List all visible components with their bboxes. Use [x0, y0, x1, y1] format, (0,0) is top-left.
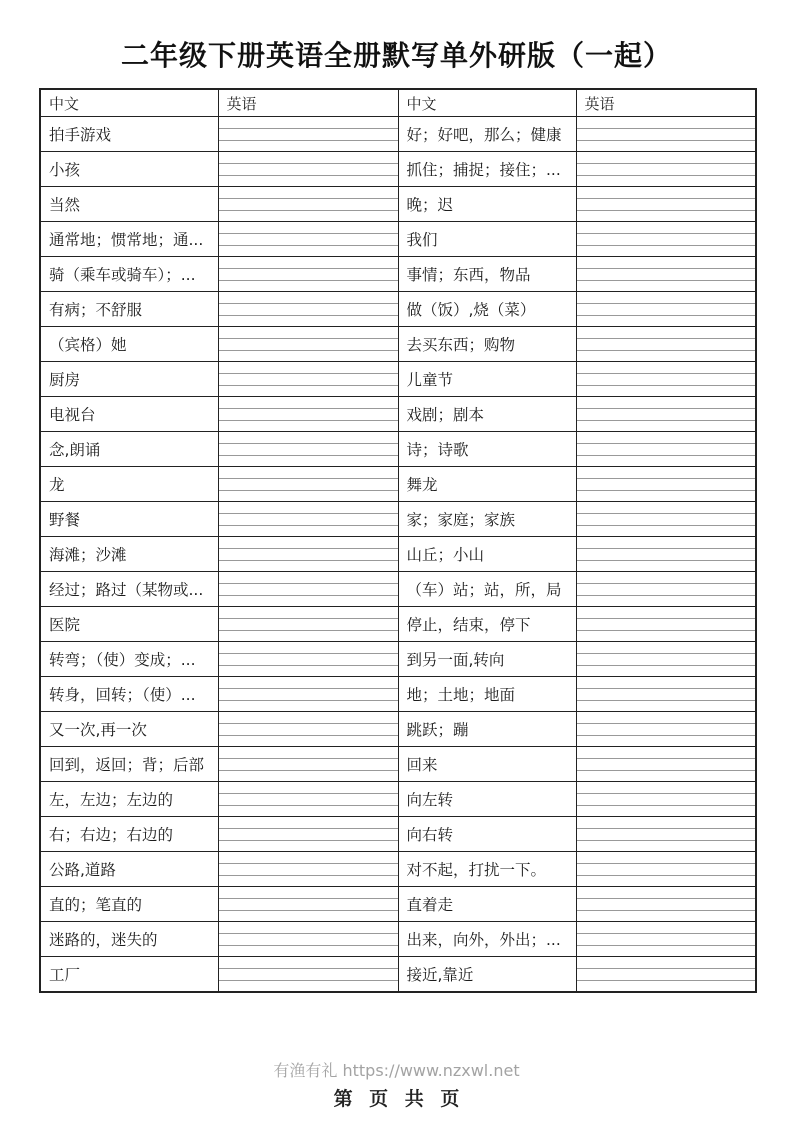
english-writing-cell — [218, 502, 398, 537]
chinese-term-cell: 向左转 — [398, 782, 576, 817]
writing-guide-line — [219, 385, 398, 386]
writing-guide-line — [219, 700, 398, 701]
writing-guide-line — [219, 128, 398, 129]
writing-guide-line — [577, 583, 756, 584]
writing-guide-line — [219, 373, 398, 374]
header-cell-english: 英语 — [576, 89, 756, 117]
chinese-term-cell: 小孩 — [40, 152, 218, 187]
english-writing-cell — [576, 782, 756, 817]
english-writing-cell — [576, 922, 756, 957]
writing-guide-line — [577, 840, 756, 841]
table-row — [40, 222, 756, 257]
writing-guide-line — [219, 828, 398, 829]
writing-guide-line — [577, 443, 756, 444]
table-row — [40, 887, 756, 922]
header-cell-chinese: 中文 — [398, 89, 576, 117]
writing-guide-line — [219, 198, 398, 199]
writing-guide-line — [577, 490, 756, 491]
page-title: 二年级下册英语全册默写单外研版（一起） — [120, 39, 672, 72]
vocab-table-body — [40, 117, 756, 993]
chinese-term-cell: 跳跃；蹦 — [398, 712, 576, 747]
writing-guide-line — [219, 933, 398, 934]
writing-guide-line — [577, 128, 756, 129]
chinese-term-cell: 直的；笔直的 — [40, 887, 218, 922]
writing-guide-line — [219, 898, 398, 899]
chinese-term-cell: （车）站；站，所，局 — [398, 572, 576, 607]
writing-guide-line — [577, 688, 756, 689]
english-writing-cell — [576, 572, 756, 607]
writing-guide-line — [219, 560, 398, 561]
english-writing-cell — [218, 607, 398, 642]
writing-guide-line — [577, 560, 756, 561]
chinese-term-cell: 舞龙 — [398, 467, 576, 502]
writing-guide-line — [219, 758, 398, 759]
header-row — [40, 89, 756, 117]
site-credit: 有渔有礼 https://www.nzxwl.net — [273, 1061, 520, 1080]
chinese-term-cell: 抓住；捕捉；接住；... — [398, 152, 576, 187]
writing-guide-line — [219, 875, 398, 876]
writing-guide-line — [219, 863, 398, 864]
table-row — [40, 817, 756, 852]
table-row — [40, 852, 756, 887]
english-writing-cell — [218, 817, 398, 852]
chinese-term-cell: 回来 — [398, 747, 576, 782]
english-writing-cell — [218, 327, 398, 362]
chinese-term-cell: 家；家庭；家族 — [398, 502, 576, 537]
table-row — [40, 257, 756, 292]
header-cell-english: 英语 — [218, 89, 398, 117]
writing-guide-line — [577, 910, 756, 911]
table-row — [40, 327, 756, 362]
writing-guide-line — [219, 163, 398, 164]
chinese-term-cell: 儿童节 — [398, 362, 576, 397]
writing-guide-line — [577, 455, 756, 456]
writing-guide-line — [577, 758, 756, 759]
table-row — [40, 397, 756, 432]
chinese-term-cell: 工厂 — [40, 957, 218, 993]
chinese-term-cell: 左，左边；左边的 — [40, 782, 218, 817]
writing-guide-line — [219, 513, 398, 514]
writing-guide-line — [219, 233, 398, 234]
chinese-term-cell: 山丘；小山 — [398, 537, 576, 572]
chinese-term-cell: 右；右边；右边的 — [40, 817, 218, 852]
writing-guide-line — [219, 210, 398, 211]
writing-guide-line — [577, 980, 756, 981]
writing-guide-line — [577, 315, 756, 316]
english-writing-cell — [218, 957, 398, 993]
writing-guide-line — [577, 350, 756, 351]
writing-guide-line — [577, 233, 756, 234]
table-row — [40, 922, 756, 957]
english-writing-cell — [576, 257, 756, 292]
table-row — [40, 712, 756, 747]
table-row — [40, 187, 756, 222]
english-writing-cell — [218, 152, 398, 187]
english-writing-cell — [576, 327, 756, 362]
chinese-term-cell: 直着走 — [398, 887, 576, 922]
table-row — [40, 572, 756, 607]
english-writing-cell — [218, 397, 398, 432]
chinese-term-cell: 停止，结束，停下 — [398, 607, 576, 642]
writing-guide-line — [219, 350, 398, 351]
chinese-term-cell: 转身，回转；（使）... — [40, 677, 218, 712]
chinese-term-cell: 事情；东西，物品 — [398, 257, 576, 292]
chinese-term-cell: 戏剧；剧本 — [398, 397, 576, 432]
chinese-term-cell: 公路,道路 — [40, 852, 218, 887]
writing-guide-line — [577, 198, 756, 199]
english-writing-cell — [576, 432, 756, 467]
chinese-term-cell: 回到，返回；背；后部 — [40, 747, 218, 782]
table-row — [40, 537, 756, 572]
chinese-term-cell: 地；土地；地面 — [398, 677, 576, 712]
chinese-term-cell: 野餐 — [40, 502, 218, 537]
writing-guide-line — [577, 805, 756, 806]
english-writing-cell — [218, 117, 398, 152]
english-writing-cell — [576, 817, 756, 852]
writing-guide-line — [577, 210, 756, 211]
writing-guide-line — [219, 315, 398, 316]
english-writing-cell — [576, 187, 756, 222]
writing-guide-line — [577, 175, 756, 176]
chinese-term-cell: 医院 — [40, 607, 218, 642]
chinese-term-cell: 迷路的，迷失的 — [40, 922, 218, 957]
english-writing-cell — [218, 257, 398, 292]
writing-guide-line — [219, 548, 398, 549]
chinese-term-cell: 出来，向外，外出；... — [398, 922, 576, 957]
english-writing-cell — [576, 502, 756, 537]
chinese-term-cell: 我们 — [398, 222, 576, 257]
english-writing-cell — [218, 572, 398, 607]
writing-guide-line — [577, 945, 756, 946]
writing-guide-line — [577, 280, 756, 281]
chinese-term-cell: 拍手游戏 — [40, 117, 218, 152]
chinese-term-cell: 经过；路过（某物或... — [40, 572, 218, 607]
english-writing-cell — [218, 712, 398, 747]
writing-guide-line — [219, 140, 398, 141]
writing-guide-line — [219, 723, 398, 724]
writing-guide-line — [577, 478, 756, 479]
writing-guide-line — [219, 268, 398, 269]
english-writing-cell — [218, 362, 398, 397]
writing-guide-line — [219, 443, 398, 444]
chinese-term-cell: 做（饭）,烧（菜） — [398, 292, 576, 327]
writing-guide-line — [577, 245, 756, 246]
english-writing-cell — [576, 712, 756, 747]
table-row — [40, 152, 756, 187]
writing-guide-line — [577, 525, 756, 526]
english-writing-cell — [576, 397, 756, 432]
writing-guide-line — [219, 793, 398, 794]
writing-guide-line — [577, 548, 756, 549]
writing-guide-line — [219, 338, 398, 339]
writing-guide-line — [219, 595, 398, 596]
page-number-label: 第 页 共 页 — [333, 1088, 460, 1110]
chinese-term-cell: 向右转 — [398, 817, 576, 852]
writing-guide-line — [219, 420, 398, 421]
english-writing-cell — [218, 782, 398, 817]
chinese-term-cell: 对不起，打扰一下。 — [398, 852, 576, 887]
writing-guide-line — [219, 945, 398, 946]
english-writing-cell — [218, 887, 398, 922]
english-writing-cell — [218, 922, 398, 957]
chinese-term-cell: 有病；不舒服 — [40, 292, 218, 327]
writing-guide-line — [219, 968, 398, 969]
chinese-term-cell: 厨房 — [40, 362, 218, 397]
writing-guide-line — [577, 933, 756, 934]
writing-guide-line — [219, 478, 398, 479]
english-writing-cell — [576, 152, 756, 187]
english-writing-cell — [218, 187, 398, 222]
chinese-term-cell: （宾格）她 — [40, 327, 218, 362]
writing-guide-line — [219, 175, 398, 176]
writing-guide-line — [219, 303, 398, 304]
english-writing-cell — [576, 537, 756, 572]
writing-guide-line — [219, 840, 398, 841]
writing-guide-line — [577, 373, 756, 374]
english-writing-cell — [218, 292, 398, 327]
english-writing-cell — [576, 887, 756, 922]
chinese-term-cell: 电视台 — [40, 397, 218, 432]
chinese-term-cell: 又一次,再一次 — [40, 712, 218, 747]
writing-guide-line — [219, 688, 398, 689]
writing-guide-line — [219, 910, 398, 911]
writing-guide-line — [577, 630, 756, 631]
chinese-term-cell: 骑（乘车或骑车）；... — [40, 257, 218, 292]
english-writing-cell — [218, 677, 398, 712]
writing-guide-line — [577, 700, 756, 701]
chinese-term-cell: 转弯；（使）变成；... — [40, 642, 218, 677]
writing-guide-line — [219, 805, 398, 806]
writing-guide-line — [577, 420, 756, 421]
chinese-term-cell: 龙 — [40, 467, 218, 502]
chinese-term-cell: 晚；迟 — [398, 187, 576, 222]
writing-guide-line — [219, 618, 398, 619]
table-row — [40, 607, 756, 642]
writing-guide-line — [219, 490, 398, 491]
writing-guide-line — [577, 735, 756, 736]
table-row — [40, 467, 756, 502]
writing-guide-line — [577, 618, 756, 619]
table-row — [40, 677, 756, 712]
writing-guide-line — [577, 828, 756, 829]
writing-guide-line — [219, 583, 398, 584]
english-writing-cell — [576, 677, 756, 712]
writing-guide-line — [577, 408, 756, 409]
writing-guide-line — [577, 863, 756, 864]
writing-guide-line — [219, 653, 398, 654]
english-writing-cell — [576, 222, 756, 257]
writing-guide-line — [577, 140, 756, 141]
writing-guide-line — [577, 513, 756, 514]
vocab-table — [39, 88, 757, 993]
table-row — [40, 957, 756, 993]
writing-guide-line — [219, 770, 398, 771]
english-writing-cell — [576, 852, 756, 887]
english-writing-cell — [576, 117, 756, 152]
writing-guide-line — [577, 653, 756, 654]
english-writing-cell — [218, 467, 398, 502]
english-writing-cell — [576, 292, 756, 327]
chinese-term-cell: 当然 — [40, 187, 218, 222]
writing-guide-line — [577, 875, 756, 876]
writing-guide-line — [219, 665, 398, 666]
chinese-term-cell: 念,朗诵 — [40, 432, 218, 467]
writing-guide-line — [219, 735, 398, 736]
writing-guide-line — [219, 245, 398, 246]
writing-guide-line — [219, 280, 398, 281]
english-writing-cell — [218, 747, 398, 782]
table-row — [40, 747, 756, 782]
table-row — [40, 432, 756, 467]
english-writing-cell — [218, 537, 398, 572]
english-writing-cell — [576, 642, 756, 677]
english-writing-cell — [218, 852, 398, 887]
chinese-term-cell: 海滩；沙滩 — [40, 537, 218, 572]
chinese-term-cell: 到另一面,转向 — [398, 642, 576, 677]
writing-guide-line — [577, 163, 756, 164]
writing-guide-line — [577, 303, 756, 304]
english-writing-cell — [576, 362, 756, 397]
table-row — [40, 642, 756, 677]
writing-guide-line — [577, 385, 756, 386]
writing-guide-line — [577, 968, 756, 969]
writing-guide-line — [577, 268, 756, 269]
table-row — [40, 362, 756, 397]
english-writing-cell — [218, 642, 398, 677]
table-row — [40, 292, 756, 327]
english-writing-cell — [576, 467, 756, 502]
writing-guide-line — [577, 723, 756, 724]
english-writing-cell — [576, 747, 756, 782]
english-writing-cell — [576, 957, 756, 993]
english-writing-cell — [218, 432, 398, 467]
chinese-term-cell: 好；好吧，那么；健康 — [398, 117, 576, 152]
english-writing-cell — [576, 607, 756, 642]
writing-guide-line — [577, 898, 756, 899]
writing-guide-line — [219, 408, 398, 409]
table-row — [40, 502, 756, 537]
chinese-term-cell: 诗；诗歌 — [398, 432, 576, 467]
writing-guide-line — [577, 595, 756, 596]
chinese-term-cell: 接近,靠近 — [398, 957, 576, 993]
chinese-term-cell: 去买东西；购物 — [398, 327, 576, 362]
writing-guide-line — [577, 665, 756, 666]
writing-guide-line — [219, 980, 398, 981]
writing-guide-line — [219, 525, 398, 526]
writing-guide-line — [219, 455, 398, 456]
writing-guide-line — [219, 630, 398, 631]
table-row — [40, 117, 756, 152]
english-writing-cell — [218, 222, 398, 257]
writing-guide-line — [577, 770, 756, 771]
chinese-term-cell: 通常地；惯常地；通... — [40, 222, 218, 257]
writing-guide-line — [577, 338, 756, 339]
table-row — [40, 782, 756, 817]
writing-guide-line — [577, 793, 756, 794]
header-cell-chinese: 中文 — [40, 89, 218, 117]
